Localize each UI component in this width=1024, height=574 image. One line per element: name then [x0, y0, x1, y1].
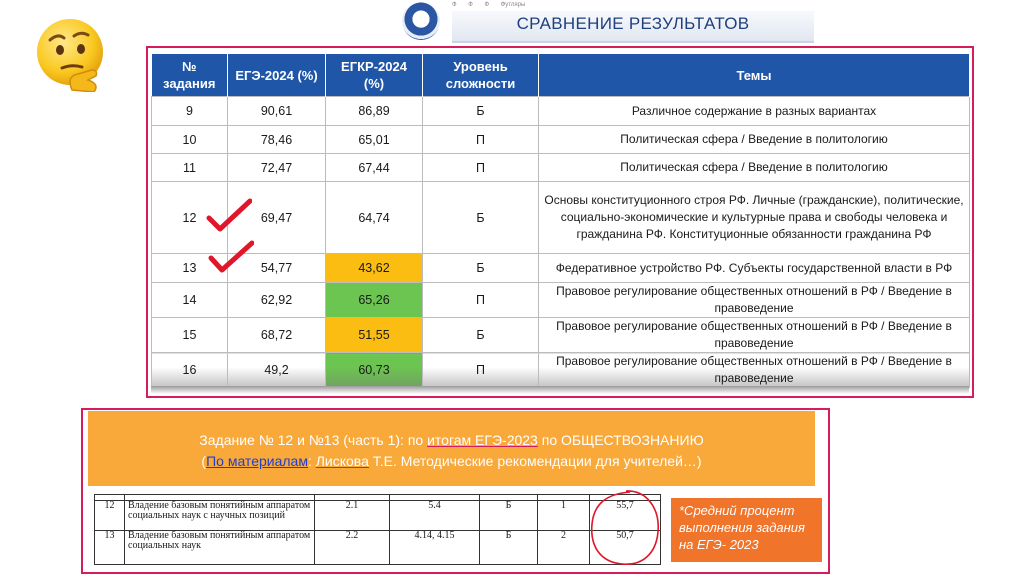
- percent-cell: 55,7: [590, 501, 661, 531]
- ege-2024-value: 78,46: [228, 126, 326, 154]
- difficulty-level: Б: [423, 97, 539, 126]
- ege-2024-value: 72,47: [228, 154, 326, 182]
- ege-2024-value: 68,72: [228, 318, 326, 353]
- banner-text: Задание № 12 и №13 (часть 1): по: [199, 432, 428, 448]
- table-row: [152, 182, 970, 254]
- ref-cell: 4.14, 4.15: [390, 531, 480, 565]
- banner-highlight: итогам ЕГЭ-2023: [427, 432, 538, 448]
- topic-cell: Политическая сфера / Введение в политологию: [539, 154, 970, 182]
- egkr-2024-value: 60,73: [326, 353, 423, 388]
- difficulty-level: Б: [423, 182, 539, 254]
- column-header: ЕГЭ-2024 (%): [228, 54, 326, 97]
- ref-cell: 5.4: [390, 501, 480, 531]
- thinking-face-icon: [34, 16, 110, 92]
- code-cell: 2.1: [315, 501, 390, 531]
- ege-2024-value: 49,2: [228, 353, 326, 388]
- difficulty-level: П: [423, 154, 539, 182]
- table-row: [152, 126, 970, 154]
- task-number: 12: [95, 501, 125, 531]
- banner-text: по ОБЩЕСТВОЗНАНИЮ: [537, 432, 704, 448]
- tab-label[interactable]: Ф: [484, 2, 490, 8]
- column-header: № задания: [152, 54, 228, 97]
- difficulty-level: П: [423, 126, 539, 154]
- points-cell: 2: [538, 531, 590, 565]
- points-cell: 1: [538, 501, 590, 531]
- table-row: [95, 531, 661, 565]
- results-2023-table: [94, 494, 661, 565]
- ege-2024-value: 69,47: [228, 182, 326, 254]
- difficulty-level: Б: [423, 254, 539, 283]
- table-row: [152, 154, 970, 182]
- task-description: Владение базовым понятийным аппаратом социальных наук с научных позиций: [125, 501, 315, 531]
- level-cell: Б: [480, 531, 538, 565]
- task-number: 14: [152, 283, 228, 318]
- table-row: [152, 283, 970, 318]
- topic-cell: Различное содержание в разных вариантах: [539, 97, 970, 126]
- level-cell: Б: [480, 501, 538, 531]
- egkr-2024-value: 86,89: [326, 97, 423, 126]
- table-row: [152, 318, 970, 353]
- task-description: Владение базовым понятийным аппаратом социальных наук: [125, 531, 315, 565]
- egkr-2024-value: 43,62: [326, 254, 423, 283]
- task-number: 16: [152, 353, 228, 388]
- task-number: 11: [152, 154, 228, 182]
- egkr-2024-value: 67,44: [326, 154, 423, 182]
- difficulty-level: Б: [423, 318, 539, 353]
- table-row: [152, 254, 970, 283]
- topic-cell: Политическая сфера / Введение в политологию: [539, 126, 970, 154]
- banner-text: Т.Е. Методические рекомендации для учителей…): [368, 453, 702, 469]
- banner-subtitle: [88, 453, 815, 469]
- percent-cell: 50,7: [590, 531, 661, 565]
- source-link[interactable]: По материалам: [206, 453, 308, 469]
- banner-text: (: [201, 453, 207, 469]
- difficulty-level: П: [423, 283, 539, 318]
- info-banner: [88, 411, 815, 486]
- topic-cell: Основы конституционного строя РФ. Личные (гражданские), политические, социально-экономические и культурные права и свободы человека и гражданина РФ. Конституционные обязанности гражданина РФ: [539, 182, 970, 254]
- table-row: [152, 353, 970, 388]
- egkr-2024-value: 51,55: [326, 318, 423, 353]
- table-row: [95, 501, 661, 531]
- table-header-row: [152, 54, 970, 97]
- task-number: 12: [152, 182, 228, 254]
- page-title: СРАВНЕНИЕ РЕЗУЛЬТАТОВ: [516, 14, 750, 33]
- emblem-logo-icon: [402, 2, 440, 40]
- hand-drawn-circle-icon: [586, 488, 662, 568]
- comparison-table: [151, 54, 970, 388]
- egkr-2024-value: 65,26: [326, 283, 423, 318]
- ege-2024-value: 90,61: [228, 97, 326, 126]
- ege-2024-value: 54,77: [228, 254, 326, 283]
- task-number: 15: [152, 318, 228, 353]
- task-number: 10: [152, 126, 228, 154]
- egkr-2024-value: 64,74: [326, 182, 423, 254]
- task-number: 13: [152, 254, 228, 283]
- code-cell: 2.2: [315, 531, 390, 565]
- red-checkmark-icon: [208, 240, 254, 274]
- banner-text: :: [307, 453, 316, 469]
- egkr-2024-value: 65,01: [326, 126, 423, 154]
- table-row: [152, 97, 970, 126]
- difficulty-level: П: [423, 353, 539, 388]
- average-percent-note: *Средний процент выполнения задания на ЕГЭ- 2023: [671, 498, 822, 562]
- tab-label[interactable]: Ф: [468, 2, 473, 8]
- topic-cell: Правовое регулирование общественных отношений в РФ / Введение в правоведение: [539, 283, 970, 318]
- tab-label[interactable]: Футляры: [500, 2, 526, 8]
- ege-2024-value: 62,92: [228, 283, 326, 318]
- task-number: 9: [152, 97, 228, 126]
- author-name: Лискова: [315, 453, 369, 469]
- table-bottom-fade: [151, 386, 969, 394]
- task-number: 13: [95, 531, 125, 565]
- column-header: Уровень сложности: [423, 54, 539, 97]
- tab-label[interactable]: Ф: [452, 2, 457, 8]
- column-header: Темы: [539, 54, 970, 97]
- banner-title: [88, 432, 815, 448]
- topic-cell: Федеративное устройство РФ. Субъекты государственной власти в РФ: [539, 254, 970, 283]
- red-checkmark-icon: [206, 198, 252, 232]
- topic-cell: Правовое регулирование общественных отношений в РФ / Введение в правоведение: [539, 318, 970, 353]
- column-header: ЕГКР-2024 (%): [326, 54, 423, 97]
- topic-cell: Правовое регулирование общественных отношений в РФ / Введение в правоведение: [539, 353, 970, 388]
